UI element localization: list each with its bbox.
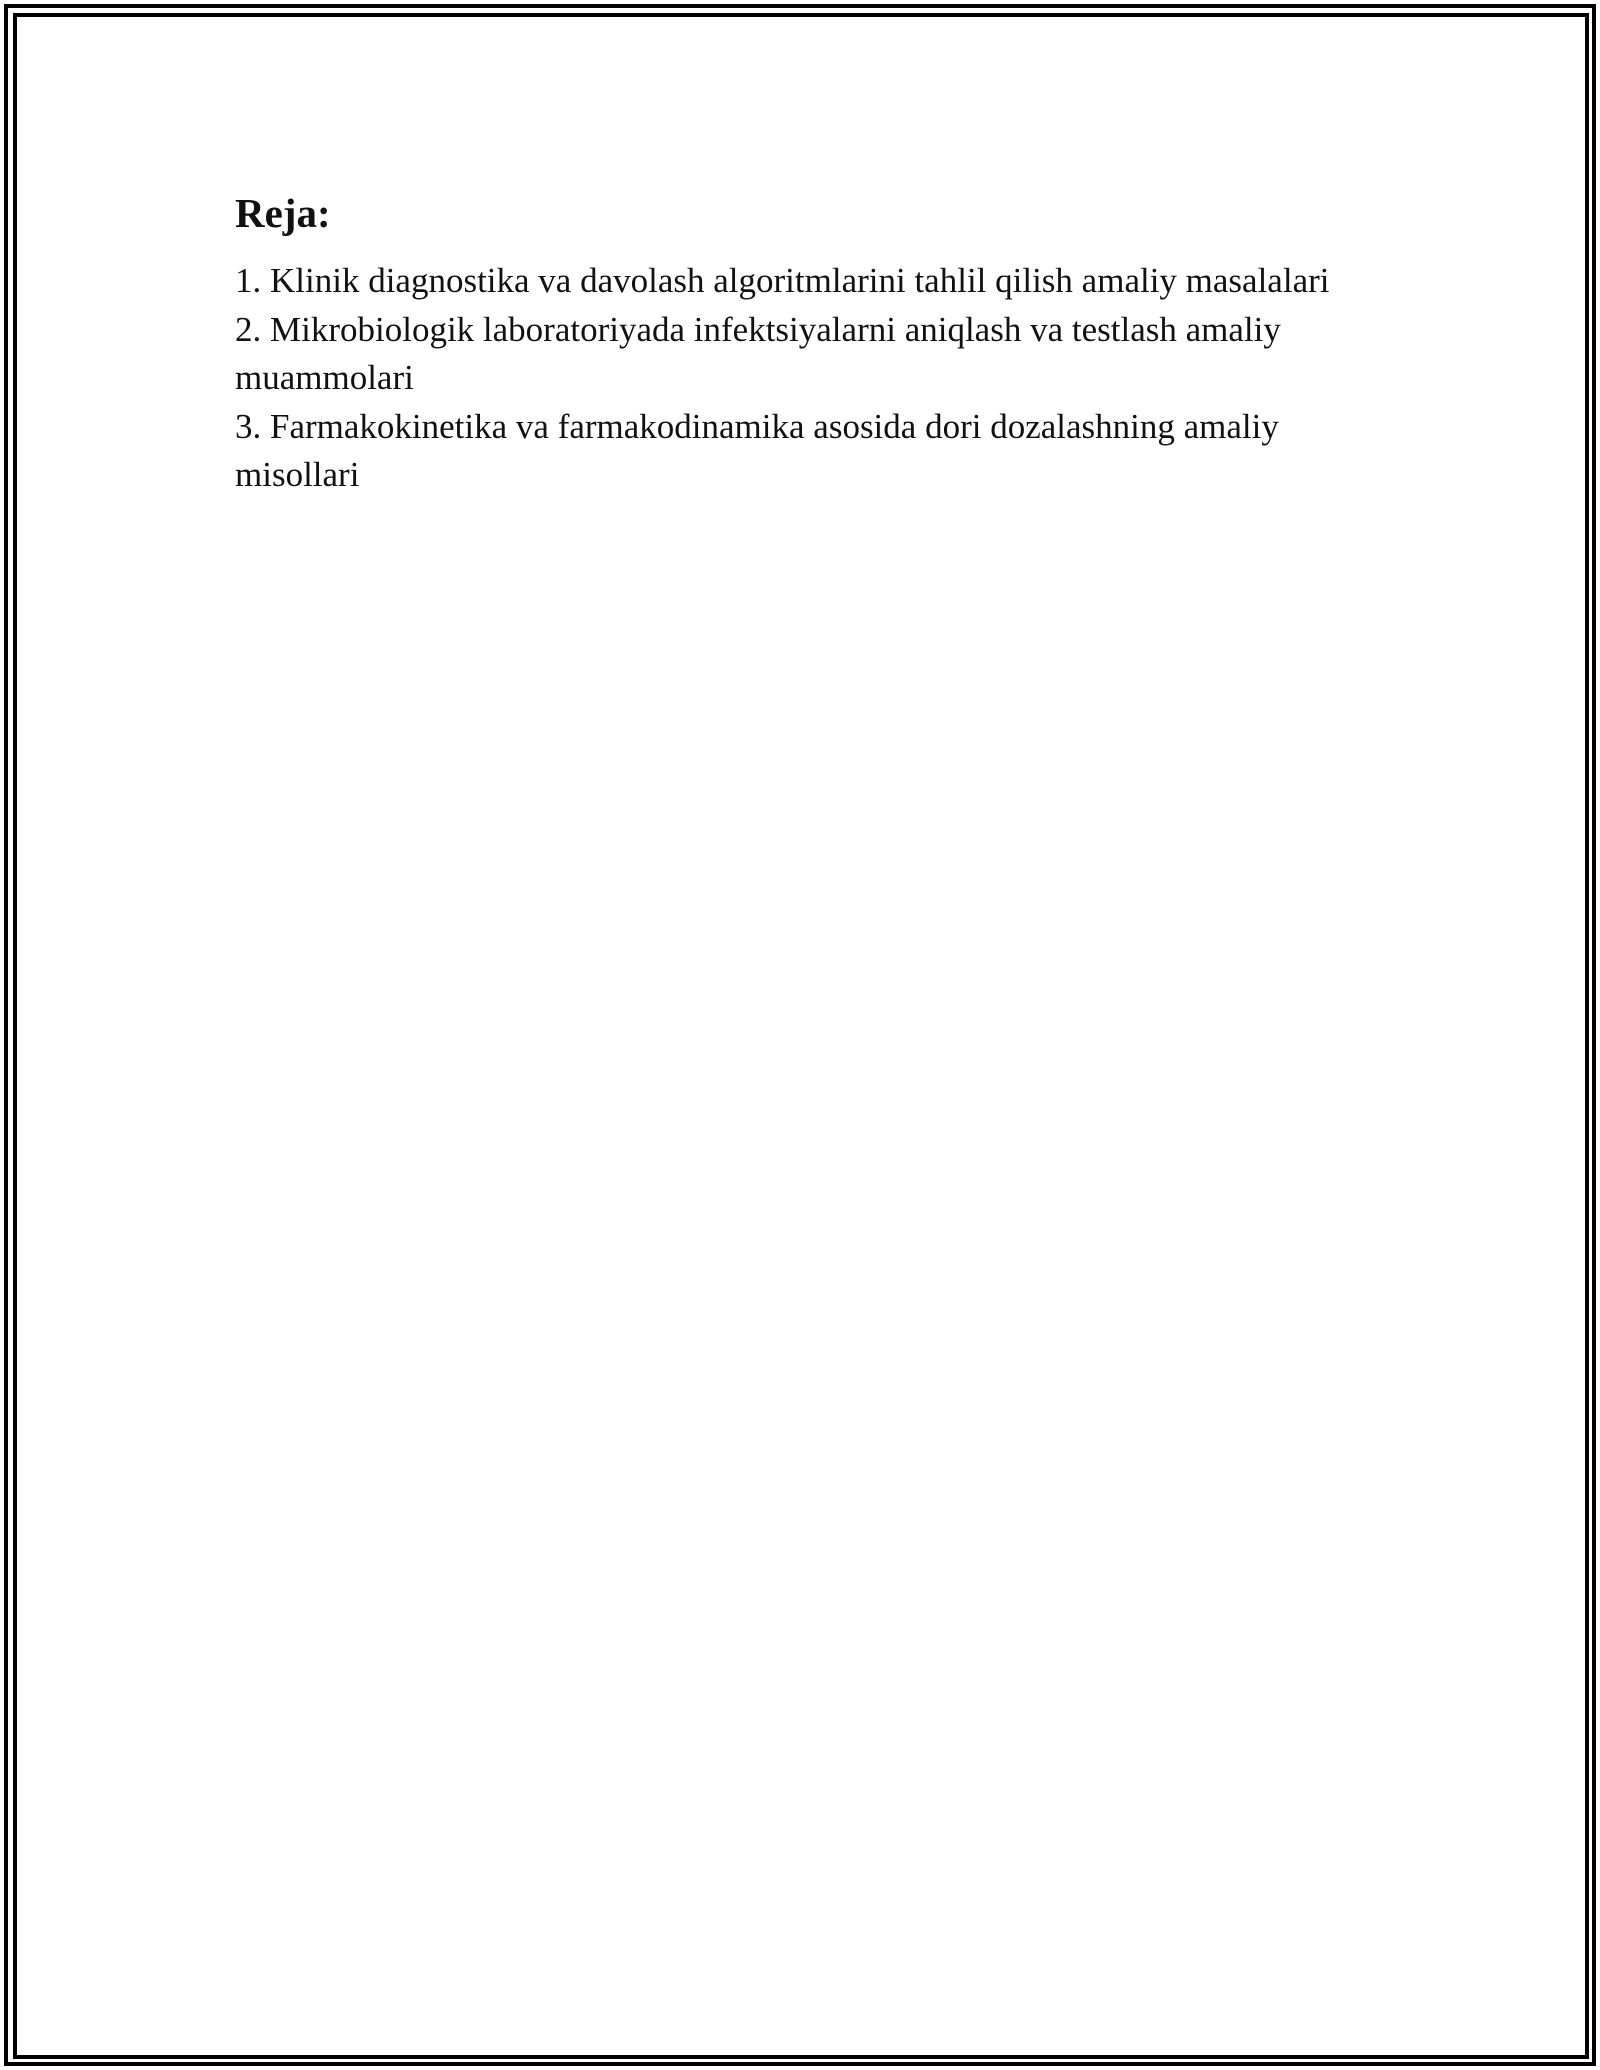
document-body xyxy=(235,185,1385,500)
plan-item-3: 3. Farmakokinetika va farmakodinamika asosida dori dozalashning amaliy misollari xyxy=(235,406,1279,494)
plan-list xyxy=(235,257,1385,500)
plan-item-1: 1. Klinik diagnostika va davolash algoritmlarini tahlil qilish amaliy masalalari xyxy=(235,261,1330,300)
plan-item-2: 2. Mikrobiologik laboratoriyada infektsiyalarni aniqlash va testlash amaliy muammolari xyxy=(235,309,1281,397)
plan-heading: Reja: xyxy=(235,190,331,236)
